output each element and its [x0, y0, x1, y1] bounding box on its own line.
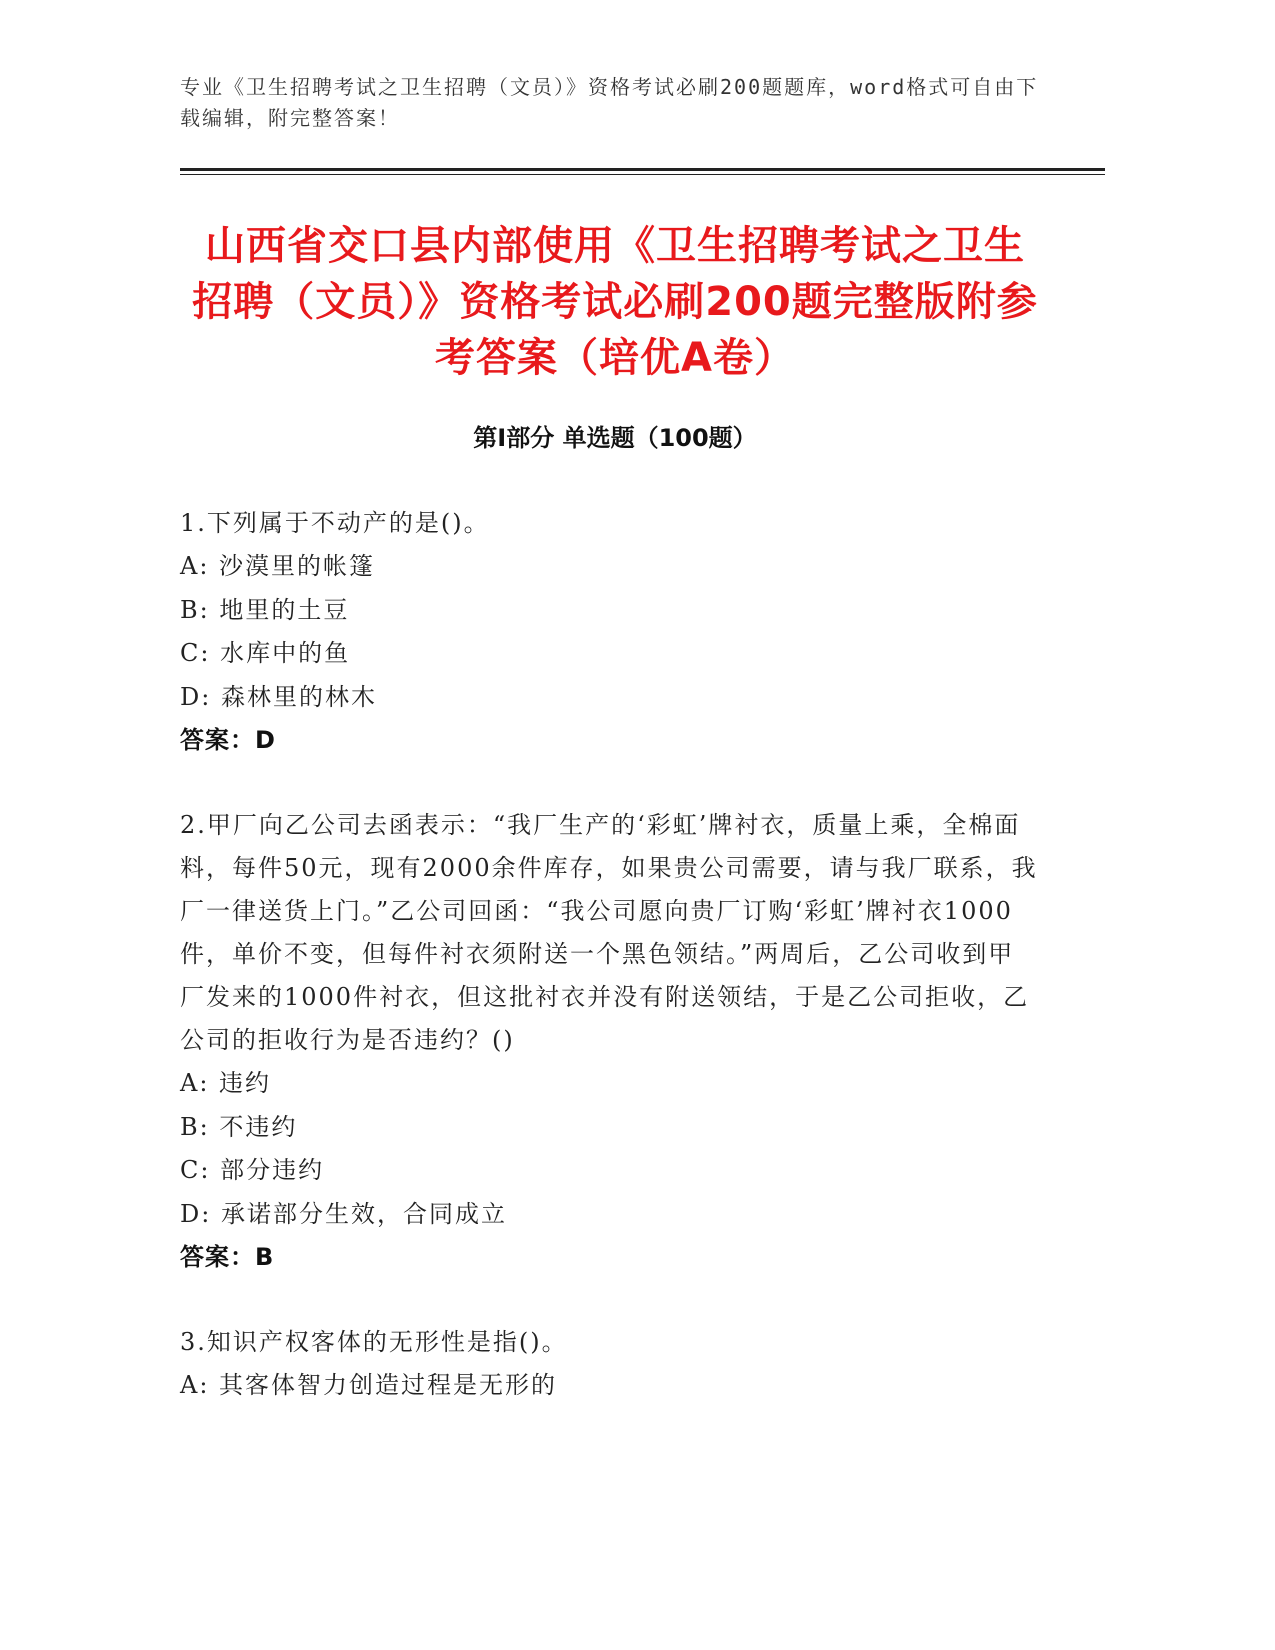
question-3: [180, 1321, 1040, 1408]
option-c: C: 水库中的鱼: [180, 639, 351, 667]
header-rule-thin: [180, 174, 1105, 175]
question-stem: 2.甲厂向乙公司去函表示：“我厂生产的‘彩虹’牌衬衣，质量上乘，全棉面料，每件50元，现有2000余件库存，如果贵公司需要，请与我厂联系，我厂一律送货上门。”乙公司回函：“我公司愿向贵厂订购‘彩虹’牌衬衣1000件，单价不变，但每件衬衣须附送一个黑色领结。”两周后，乙公司收到甲厂发来的1000件衬衣，但这批衬衣并没有附送领结，于是乙公司拒收，乙公司的拒收行为是否违约？(): [180, 811, 1038, 1054]
question-stem: 3.知识产权客体的无形性是指()。: [180, 1328, 568, 1356]
option-b: B: 地里的土豆: [180, 595, 350, 624]
question-list: [180, 502, 1040, 1450]
section-heading: 第I部分 单选题（100题）: [473, 424, 757, 452]
option-d: D: 承诺部分生效，合同成立: [180, 1199, 507, 1228]
answer-line: 答案：D: [180, 726, 276, 754]
document-title: 山西省交口县内部使用《卫生招聘考试之卫生招聘（文员）》资格考试必刷200题完整版附参考答案（培优A卷）: [192, 223, 1038, 381]
option-a: A: 违约: [180, 1069, 272, 1097]
option-a: A: 其客体智力创造过程是无形的: [180, 1371, 558, 1399]
option-a: A: 沙漠里的帐篷: [180, 552, 376, 580]
header-rule-thick: [180, 168, 1105, 171]
option-c: C: 部分违约: [180, 1156, 325, 1184]
answer-line: 答案：B: [180, 1243, 275, 1271]
option-b: B: 不违约: [180, 1112, 298, 1141]
header-note: 专业《卫生招聘考试之卫生招聘（文员）》资格考试必刷200题题库，word格式可自由下载编辑，附完整答案！: [180, 75, 1039, 130]
option-d: D: 森林里的林木: [180, 682, 377, 711]
question-1: [180, 502, 1040, 762]
question-2: [180, 804, 1040, 1279]
question-stem: 1.下列属于不动产的是()。: [180, 509, 490, 537]
